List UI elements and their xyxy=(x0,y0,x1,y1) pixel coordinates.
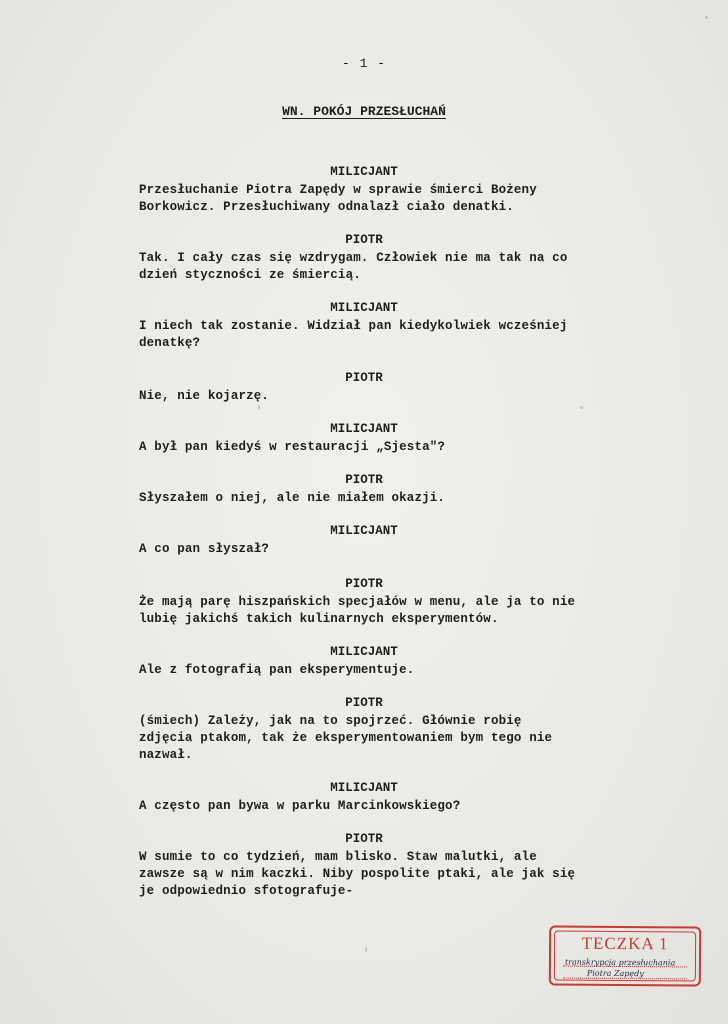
dialogue-block xyxy=(139,830,599,900)
dialogue-text: Słyszałem o niej, ale nie miałem okazji. xyxy=(139,491,446,505)
speaker-name: MILICJANT xyxy=(330,645,398,659)
scene-heading-text: WN. POKÓJ PRZESŁUCHAŃ xyxy=(282,104,446,119)
dialogue-block xyxy=(139,694,599,764)
paper-speck xyxy=(705,16,708,19)
dialogue-text: A był pan kiedyś w restauracji „Sjesta"? xyxy=(139,440,446,454)
dialogue-block xyxy=(139,369,599,405)
speaker-name: PIOTR xyxy=(345,371,383,385)
dialogue-text: Przesłuchanie Piotra Zapędy w sprawie śmierci Bożeny Borkowicz. Przesłuchiwany odnalazł ciało denatki. xyxy=(139,183,537,214)
stamp-title: TECZKA 1 xyxy=(581,933,669,954)
dialogue-text: Że mają parę hiszpańskich specjałów w menu, ale ja to nie lubię jakichś takich kulinarnych eksperymentów. xyxy=(139,595,576,626)
speaker-name: PIOTR xyxy=(345,233,383,247)
dialogue-block xyxy=(139,779,599,815)
paper-speck xyxy=(365,947,367,952)
dialogue-block xyxy=(139,575,599,628)
dialogue-block xyxy=(139,163,599,216)
paper-speck xyxy=(580,406,583,409)
speaker-name: PIOTR xyxy=(345,696,383,710)
speaker-name: PIOTR xyxy=(345,832,383,846)
speaker-name: MILICJANT xyxy=(330,301,398,315)
dialogue-block xyxy=(139,420,599,456)
scene-heading xyxy=(0,104,728,119)
dialogue-block xyxy=(139,299,599,352)
speaker-name: MILICJANT xyxy=(330,422,398,436)
dialogue-text: A co pan słyszał? xyxy=(139,542,270,556)
dialogue-text: Tak. I cały czas się wzdrygam. Człowiek nie ma tak na co dzień styczności ze śmiercią. xyxy=(139,251,568,282)
dialogue-text: Nie, nie kojarzę. xyxy=(139,389,270,403)
dialogue-list xyxy=(139,163,599,915)
file-stamp xyxy=(549,925,701,986)
dialogue-text: W sumie to co tydzień, mam blisko. Staw malutki, ale zawsze są w nim kaczki. Niby pospolite ptaki, ale jak się je odpowiednio sfotografuje- xyxy=(139,850,576,898)
dialogue-block xyxy=(139,231,599,284)
speaker-name: MILICJANT xyxy=(330,524,398,538)
dialogue-text: A często pan bywa w parku Marcinkowskiego? xyxy=(139,799,461,813)
dialogue-text: Ale z fotografią pan eksperymentuje. xyxy=(139,663,415,677)
dialogue-block xyxy=(139,643,599,679)
dialogue-block xyxy=(139,522,599,558)
dialogue-text: (śmiech) Zależy, jak na to spojrzeć. Głównie robię zdjęcia ptakom, tak że eksperymentowaniem bym tego nie nazwał. xyxy=(139,714,553,762)
stamp-subtitle: transkrypcja przesłuchania xyxy=(564,957,676,968)
paper-speck xyxy=(258,405,260,410)
speaker-name: PIOTR xyxy=(345,473,383,487)
speaker-name: MILICJANT xyxy=(330,781,398,795)
page-number: - 1 - xyxy=(341,56,386,71)
speaker-name: MILICJANT xyxy=(330,165,398,179)
speaker-name: PIOTR xyxy=(345,577,383,591)
dialogue-text: I niech tak zostanie. Widział pan kiedykolwiek wcześniej denatkę? xyxy=(139,319,568,350)
stamp-subject: Piotra Zapędy xyxy=(586,968,644,979)
dialogue-block xyxy=(139,471,599,507)
